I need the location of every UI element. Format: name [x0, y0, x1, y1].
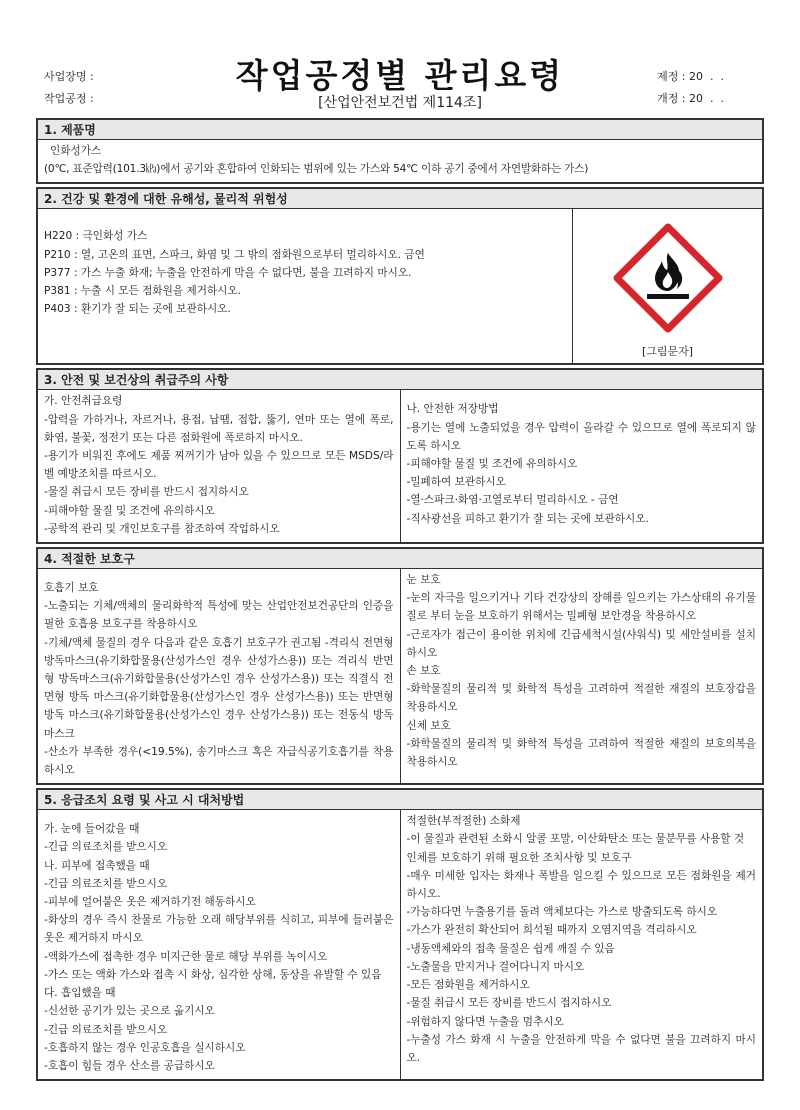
hazard-line: P377 : 가스 누출 화재; 누출을 안전하게 막을 수 없다면, 불을 끄려하지 마시오. [44, 266, 412, 279]
document-subtitle: [산업안전보건법 제114조] [318, 95, 482, 111]
product-name: 인화성가스 [50, 145, 102, 157]
eye-hand-body-protection-column [400, 569, 763, 783]
list-item: -이 물질과 관련된 소화시 알콜 포말, 이산화탄소 또는 물분무를 사용할 것 [406, 833, 745, 846]
list-item: 호흡기 보호 [44, 582, 99, 595]
list-item: -눈의 자극을 일으키거나 기타 건강상의 장해를 일으키는 가스상태의 유기물질로 부터 눈을 보호하기 위해서는 밀폐형 보안경을 착용하시오 [406, 592, 756, 623]
list-item: -화학물질의 물리적 및 화학적 특성을 고려하여 적절한 재질의 보호장갑을 착용하시오 [406, 683, 756, 714]
section-heading: 5. 응급조치 요령 및 사고 시 대처방법 [38, 790, 762, 810]
section-first-aid [36, 788, 764, 1081]
section-heading: 3. 안전 및 보건상의 취급주의 사항 [38, 370, 762, 390]
list-item: -가능하다면 누출용기를 돌려 액체보다는 가스로 방출되도록 하시오 [406, 906, 718, 919]
list-item: -열·스파크·화염·고열로부터 멀리하시오 - 금연 [406, 494, 619, 507]
safe-handling-column [38, 390, 400, 542]
list-item: -긴급 의료조치를 받으시오 [44, 1023, 168, 1036]
safe-storage-column [400, 390, 763, 542]
hazard-line: P210 : 열, 고온의 표면, 스파크, 화염 및 그 밖의 점화원으로부터 멀리하시오. 금연 [44, 248, 425, 261]
list-item: 가. 눈에 들어갔을 때 [44, 823, 140, 836]
list-item: 가. 안전취급요령 [44, 395, 123, 408]
hazard-line: P381 : 누출 시 모든 점화원을 제거하시오. [44, 285, 242, 298]
list-item: -근로자가 접근이 용이한 위치에 긴급세척시설(샤워식) 및 세안설비를 설치하시오 [406, 628, 756, 659]
list-item: -모든 점화원을 제거하시오 [406, 979, 530, 992]
list-item: 적절한(부적절한) 소화제 [406, 815, 521, 828]
list-item: 다. 흡입했을 때 [44, 987, 116, 1000]
enact-date-label: 제정 : 20 . . [657, 70, 724, 83]
list-item: 인체를 보호하기 위해 필요한 조치사항 및 보호구 [406, 851, 632, 864]
list-item: -산소가 부족한 경우(<19.5%), 송기마스크 혹은 자급식공기호흡기를 착용하시오 [44, 745, 394, 777]
firefighting-column [400, 810, 763, 1079]
list-item: -기체/액체 물질의 경우 다음과 같은 호흡기 보호구가 권고됨 -격리식 전면형 방독마스크(유기화합물용(산성가스인 경우 산성가스용)) 또는 격리식 반면형 방독마스크(유기화합물용(산성가스인 경우 산성가스용)) 또는 직결식 전면형 방독 마스크(유기화합물용(산성가스인 경우 산성가스용)) 또는 반면형 방독 마스크(유기화합물용(산성가스인 경우 산성가스용)) 또는 전동식 방독마스크 [44, 636, 394, 740]
section-body [38, 140, 762, 182]
section-handling [36, 368, 764, 544]
list-item: -물질 취급시 모든 장비를 반드시 접지하시오 [44, 486, 249, 499]
list-item: -가스가 완전히 확산되어 희석될 때까지 오염지역을 격리하시오 [406, 924, 697, 937]
section-heading: 1. 제품명 [38, 120, 762, 140]
document-title: 작업공정별 관리요령 [235, 56, 565, 95]
first-aid-column [38, 810, 400, 1079]
list-item: -액화가스에 접촉한 경우 미지근한 물로 해당 부위를 녹이시오 [44, 950, 328, 963]
list-item: -직사광선을 피하고 환기가 잘 되는 곳에 보관하시오. [406, 512, 649, 525]
list-item: -가스 또는 액화 가스와 접촉 시 화상, 심각한 상해, 동상을 유발할 수 있음 [44, 968, 382, 981]
pictogram-cell [572, 209, 762, 363]
list-item: -호흡하지 않는 경우 인공호흡을 실시하시오 [44, 1041, 246, 1054]
list-item: 손 보호 [406, 665, 441, 678]
list-item: -매우 미세한 입자는 화재나 폭발을 일으킬 수 있으므로 모든 점화원을 제거하시오. [406, 869, 756, 901]
list-item: -호흡이 힘들 경우 산소를 공급하시오 [44, 1059, 215, 1072]
list-item: -노출되는 기체/액체의 물리화학적 특성에 맞는 산업안전보건공단의 인증을 필한 호흡용 보호구를 착용하시오 [44, 600, 394, 631]
product-definition: (0℃, 표준압력(101.3㎪)에서 공기와 혼합하여 인화되는 범위에 있는 가스와 54℃ 이하 공기 중에서 자연발화하는 가스) [44, 163, 589, 176]
section-hazards [36, 187, 764, 365]
section-heading: 4. 적절한 보호구 [38, 549, 762, 569]
list-item: -물질 취급시 모든 장비를 반드시 접지하시오 [406, 997, 612, 1010]
header-right-fields [657, 66, 724, 110]
list-item: 나. 안전한 저장방법 [406, 403, 499, 416]
list-item: -용기가 비워진 후에도 제품 찌꺼기가 남아 있을 수 있으므로 모든 MSDS/라벨 예방조치를 따르시오. [44, 450, 394, 481]
revise-date-label: 개정 : 20 . . [657, 92, 724, 105]
list-item: -화학물질의 물리적 및 화학적 특성을 고려하여 적절한 재질의 보호의복을 착용하시오 [406, 737, 756, 769]
list-item: -긴급 의료조치를 받으시오 [44, 841, 168, 854]
list-item: -신선한 공기가 있는 곳으로 옮기시오 [44, 1005, 215, 1018]
hazard-statements [38, 209, 572, 363]
list-item: -피해야할 물질 및 조건에 유의하시오 [406, 458, 578, 471]
work-process-label: 작업공정 : [44, 92, 94, 105]
respiratory-protection-column [38, 569, 400, 783]
list-item: -위험하지 않다면 누출을 멈추시오 [406, 1015, 564, 1028]
pictogram-caption: [그림문자] [641, 345, 694, 359]
list-item: -공학적 관리 및 개인보호구를 참조하여 작업하시오 [44, 522, 280, 535]
list-item: -노출물을 만지거나 걸어다니지 마시오 [406, 960, 585, 973]
list-item: 나. 피부에 접촉했을 때 [44, 859, 150, 872]
list-item: -피부에 얼어붙은 옷은 제거하기전 해동하시오 [44, 896, 256, 909]
flame-pictogram-icon [613, 223, 723, 333]
list-item: -용기는 열에 노출되었을 경우 압력이 올라갈 수 있으므로 열에 폭로되지 않도록 하시오 [406, 421, 756, 452]
list-item: -압력을 가하거나, 자르거나, 용접, 납땜, 접합, 뚫기, 연마 또는 열에 폭로, 화염, 불꽃, 정전기 또는 다른 점화원에 폭로하지 마시오. [44, 413, 394, 444]
list-item: -누출성 가스 화재 시 누출을 안전하게 막을 수 없다면 불을 끄려하지 마시오. [406, 1033, 756, 1064]
section-protective-equipment [36, 547, 764, 785]
list-item: 신체 보호 [406, 719, 451, 732]
document-header [36, 0, 764, 118]
list-item: -화상의 경우 즉시 찬물로 가능한 오래 해당부위를 식히고, 피부에 들러붙은 옷은 제거하지 마시오 [44, 914, 394, 945]
company-name-label: 사업장명 : [44, 70, 94, 83]
section-product-name [36, 118, 764, 184]
hazard-line: P403 : 환기가 잘 되는 곳에 보관하시오. [44, 303, 231, 316]
list-item: -냉동액체와의 접촉 물질은 쉽게 깨질 수 있음 [406, 942, 615, 955]
list-item: 눈 보호 [406, 574, 441, 587]
hazard-line: H220 : 극인화성 가스 [44, 230, 148, 243]
section-heading: 2. 건강 및 환경에 대한 유해성, 물리적 위험성 [38, 189, 762, 209]
list-item: -긴급 의료조치를 받으시오 [44, 877, 168, 890]
list-item: -밀폐하여 보관하시오 [406, 476, 506, 489]
list-item: -피해야할 물질 및 조건에 유의하시오 [44, 504, 215, 517]
